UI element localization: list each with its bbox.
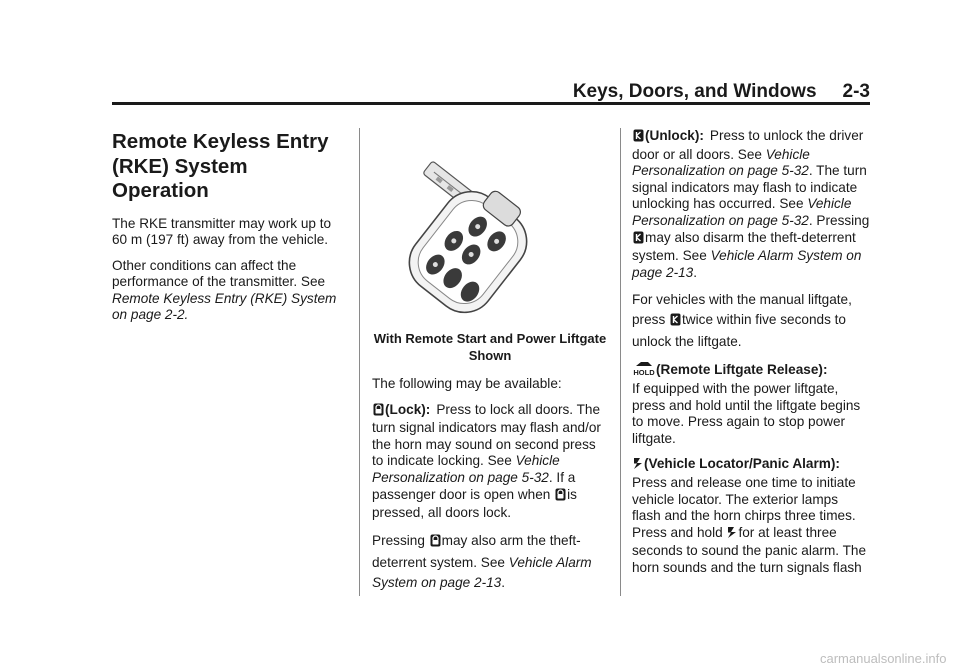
- lock-label: (Lock):: [385, 401, 431, 417]
- svg-text:HOLD: HOLD: [633, 368, 655, 377]
- personalization-reference-link[interactable]: Vehicle Personalization on page 5-32: [632, 146, 810, 179]
- column-3: [632, 128, 870, 585]
- column-2: [372, 128, 608, 602]
- range-paragraph: The RKE transmitter may work up to 60 m (197 ft) away from the vehicle.: [112, 215, 332, 248]
- rke-reference-link[interactable]: Remote Keyless Entry (RKE) System on page 2-2.: [112, 290, 337, 323]
- page-number: 2-3: [842, 81, 870, 102]
- personalization-reference-link[interactable]: Vehicle Personalization on page 5-32: [372, 453, 560, 485]
- figure-caption: With Remote Start and Power Liftgate Shown: [373, 331, 607, 363]
- unlock-label: (Unlock):: [645, 128, 704, 143]
- column-divider-1: [359, 128, 360, 596]
- locator-paragraph: (Vehicle Locator/Panic Alarm):Press and release one time to initiate vehicle locator. The exterior lamps flash and the horn chirps three times. Press and hold for at least three seconds to sound the panic alarm. The horn sounds and the turn signals flash: [632, 456, 867, 575]
- available-intro: The following may be available:: [372, 376, 562, 391]
- watermark: carmanualsonline.info: [820, 651, 947, 666]
- panic-horn-icon: [727, 526, 737, 544]
- conditions-paragraph: Other conditions can affect the performance of the transmitter. See Remote Keyless Entry (RKE) System on page 2-2.: [112, 257, 337, 323]
- column-1: [112, 130, 348, 333]
- alarm-reference-link[interactable]: Vehicle Alarm System on page 2-13: [372, 554, 592, 590]
- locator-label: (Vehicle Locator/Panic Alarm):: [644, 456, 840, 472]
- lock-arm-paragraph: Pressing may also arm the theft-deterrent system. See Vehicle Alarm System on page 2-13.: [372, 532, 592, 590]
- page-header: [112, 82, 870, 102]
- header-rule: [112, 102, 870, 105]
- panic-horn-icon: [633, 457, 643, 475]
- unlock-icon: [633, 129, 644, 147]
- manual-liftgate-paragraph: For vehicles with the manual liftgate, press twice within five seconds to unlock the liftgate.: [632, 292, 852, 350]
- lock-icon: [555, 488, 566, 506]
- liftgate-paragraph: HOLD (Remote Liftgate Release): If equipped with the power liftgate, press and hold until the liftgate begins to move. Press again to stop power liftgate.: [632, 362, 861, 446]
- section-title: Keys, Doors, and Windows: [572, 81, 817, 102]
- liftgate-hold-icon: [633, 361, 655, 381]
- section-heading: Remote Keyless Entry (RKE) System Operation: [112, 130, 329, 202]
- unlock-icon: [633, 231, 644, 249]
- lock-icon: [430, 533, 441, 553]
- liftgate-label: (Remote Liftgate Release):: [656, 362, 828, 378]
- lock-paragraph: (Lock): Press to lock all doors. The turn signal indicators may flash and/or the horn may sound on second press to indicate locking. See Vehicle Personalization on page 5-32. If a passenger door is open when is pressed, all doors lock.: [372, 401, 601, 521]
- alarm-reference-link[interactable]: Vehicle Alarm System on page 2-13: [632, 248, 862, 280]
- unlock-paragraph: (Unlock): Press to unlock the driver door or all doors. See Vehicle Personalization on page 5-32. The turn signal indicators may flash to indicate unlocking has occurred. See Vehicle Personalization on page 5-32. Pressing may also disarm the theft-deterrent system. See Vehicle Alarm System on page 2-13.: [632, 128, 870, 280]
- personalization-reference-link[interactable]: Vehicle Personalization on page 5-32: [632, 196, 852, 228]
- key-fob-illustration: [372, 132, 608, 324]
- lock-icon: [373, 403, 384, 421]
- unlock-icon: [670, 312, 681, 332]
- column-divider-2: [620, 128, 621, 596]
